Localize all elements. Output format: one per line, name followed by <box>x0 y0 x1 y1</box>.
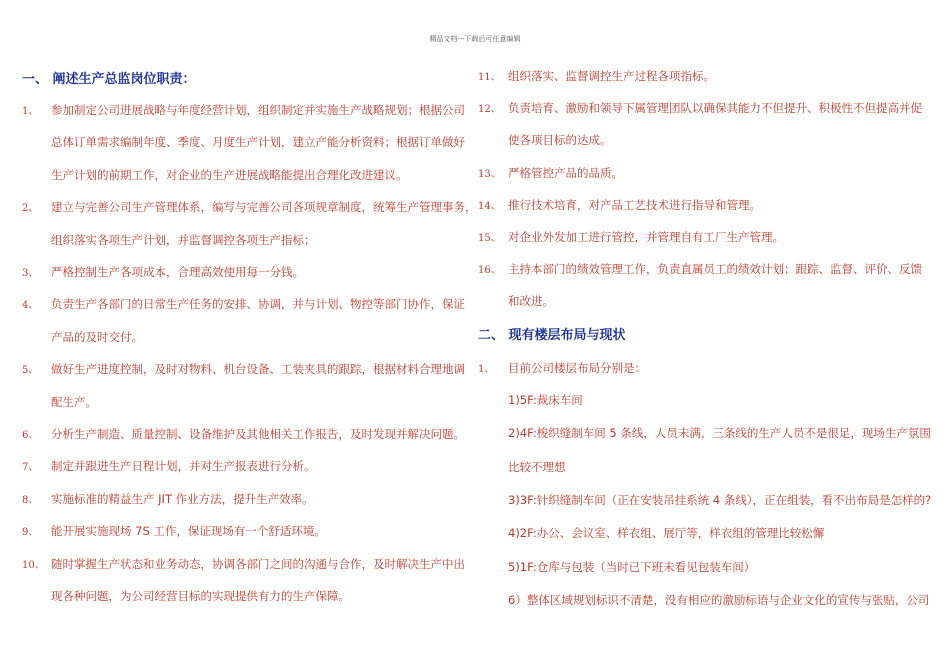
floor-line: 6）整体区域规划标识不清楚，没有相应的激励标语与企业文化的宣传与张贴，公司 <box>508 592 930 607</box>
floor-line: 4)2F:办公、会议室、样衣组、展厅等，样衣组的管理比较松懈 <box>508 526 825 541</box>
duty-item-number: 10、 <box>22 559 45 571</box>
duty-item-number: 9、 <box>22 527 39 539</box>
duty-item-text-line: 使各项目标的达成。 <box>508 133 612 148</box>
duty-item-text-line: 和改进。 <box>508 294 554 309</box>
duty-item-text-line: 建立与完善公司生产管理体系，编写与完善公司各项规章制度，统筹生产管理事务， <box>51 200 477 215</box>
duty-item-text-line: 总体订单需求编制年度、季度、月度生产计划，建立产能分析资料；根据订单做好 <box>51 135 465 150</box>
floor-line: 比较不理想 <box>508 459 566 474</box>
section1-title: 一、 阐述生产总监岗位职责： <box>22 72 196 87</box>
duty-item-text-line: 生产计划的前期工作，对企业的生产进展战略能提出合理化改进建议。 <box>51 167 408 182</box>
duty-item-text-line: 严格管控产品的品质。 <box>508 165 623 180</box>
duty-item-number: 13、 <box>478 168 501 180</box>
duty-item-text-line: 产品的及时交付。 <box>51 329 143 344</box>
section2-title: 二、 现有楼层布局与现状 <box>478 328 626 343</box>
floor-line: 5)1F:仓库与包装（当时已下班未看见包装车间） <box>508 559 756 574</box>
duty-item-number: 4、 <box>22 300 39 312</box>
duty-item-text-line: 严格控制生产各项成本，合理高效使用每一分钱。 <box>51 265 304 279</box>
duty-item-text-line: 随时掌握生产状态和业务动态，协调各部门之间的沟通与合作，及时解决生产中出 <box>51 556 465 571</box>
duty-item-text-line: 参加制定公司进展战略与年度经营计划，组织制定并实施生产战略规划；根据公司 <box>51 103 465 117</box>
duty-item-text-line: 能开展实施现场 7S 工作，保证现场有一个舒适环境。 <box>51 524 326 539</box>
duty-item-text-line: 组织落实各项生产计划，并监督调控各项生产指标； <box>51 232 316 247</box>
duty-item-number: 12、 <box>478 104 501 116</box>
duty-item-number: 6、 <box>22 430 39 441</box>
duty-item-text-line: 主持本部门的绩效管理工作，负责直属员工的绩效计划；跟踪、监督、评价、反馈 <box>508 262 922 277</box>
duty-item-number: 7、 <box>22 462 39 474</box>
floor-line: 2)4F:梭织缝制车间 5 条线，人员未满，三条线的生产人员不是很足，现场生产氛围 <box>508 426 931 441</box>
duty-item-number: 8、 <box>22 494 39 506</box>
section2-item1-text: 目前公司楼层布局分别是： <box>508 361 646 375</box>
duty-item-text-line: 负责生产各部门的日常生产任务的安排、协调，并与计划、物控等部门协作，保证 <box>51 297 465 312</box>
duty-item-text-line: 组织落实、监督调控生产过程各项指标。 <box>508 69 715 83</box>
duty-item-number: 3、 <box>22 268 39 279</box>
duty-item-text-line: 配生产。 <box>51 394 97 409</box>
duty-item-text-line: 现各种问题，为公司经营目标的实现提供有力的生产保障。 <box>51 589 350 603</box>
duty-item-text-line: 负责培育、激励和领导下属管理团队以确保其能力不但提升、积极性不但提高并促 <box>508 101 922 116</box>
duty-item-text-line: 对企业外发加工进行管控，并管理自有工厂生产管理。 <box>508 230 784 244</box>
page-header: 精品文档---下载后可任意编辑 <box>429 35 521 43</box>
floor-line: 1)5F:裁床车间 <box>508 393 583 407</box>
duty-item-text-line: 制定并跟进生产日程计划，并对生产报表进行分析。 <box>51 459 316 474</box>
section2-item1-number: 1、 <box>478 364 495 375</box>
duty-item-text-line: 分析生产制造、质量控制、设备维护及其他相关工作报告，及时发现并解决问题。 <box>51 427 465 441</box>
duty-item-text-line: 做好生产进度控制，及时对物料、机台设备、工装夹具的跟踪，根据材料合理地调 <box>51 362 465 377</box>
floor-line: 3)3F:针织缝制车间（正在安装吊挂系统 4 条线），正在组装，看不出布局是怎样的? <box>508 492 932 507</box>
duty-item-number: 11、 <box>478 72 501 83</box>
duty-item-number: 16、 <box>478 265 501 277</box>
duty-item-number: 14、 <box>478 200 501 212</box>
duty-item-text-line: 实施标准的精益生产 JIT 作业方法，提升生产效率。 <box>51 491 314 506</box>
duty-item-number: 2、 <box>22 203 39 215</box>
duty-item-number: 1、 <box>22 106 39 117</box>
duty-item-number: 5、 <box>22 365 39 377</box>
duty-item-number: 15、 <box>478 233 501 244</box>
duty-item-text-line: 推行技术培育，对产品工艺技术进行指导和管理。 <box>508 197 761 212</box>
